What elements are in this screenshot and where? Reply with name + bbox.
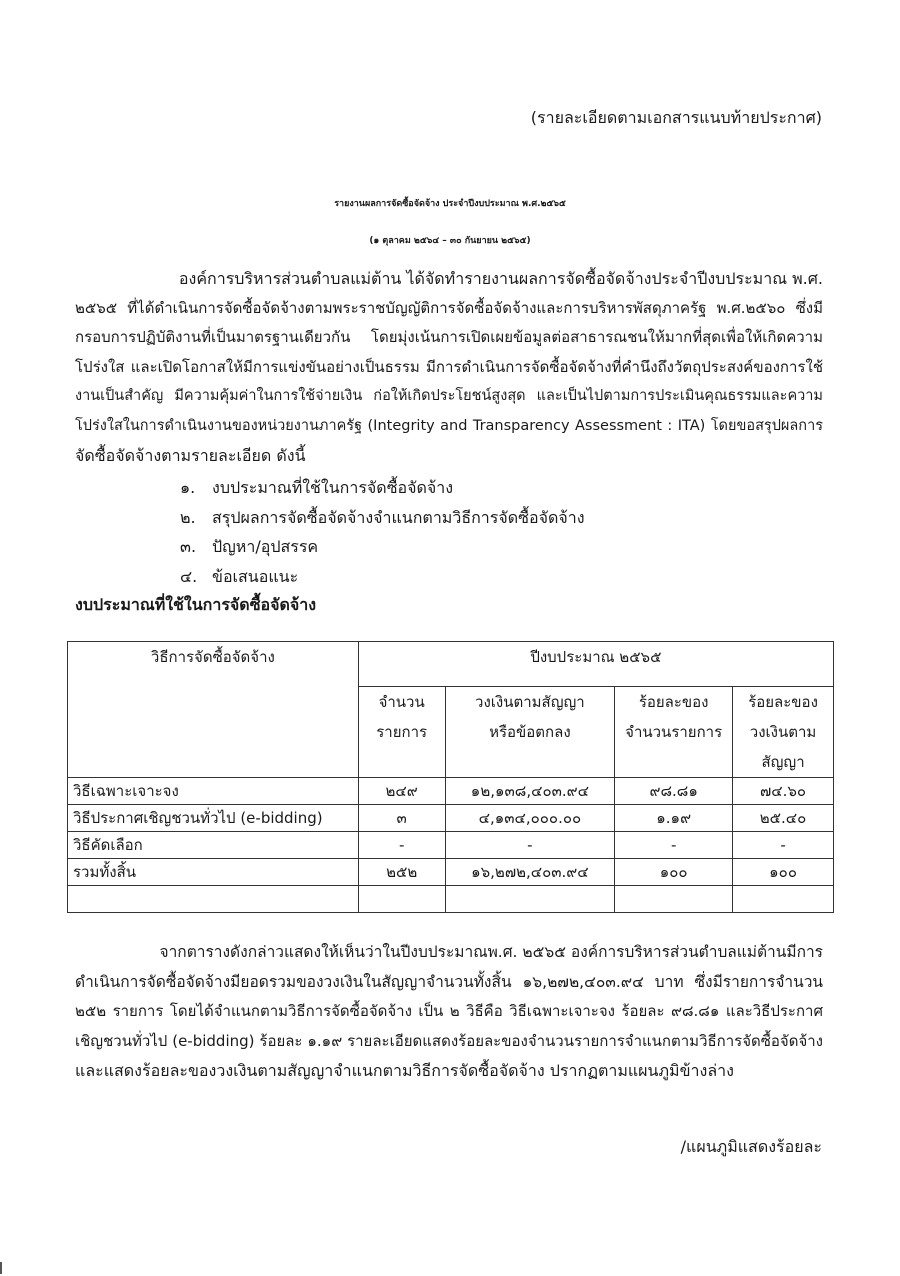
count-cell: ๓ bbox=[358, 805, 445, 832]
method-cell: รวมทั้งสิ้น bbox=[68, 859, 359, 886]
summary-paragraph bbox=[75, 938, 823, 1086]
intro-line: องค์การบริหารส่วนตำบลแม่ต้าน ได้จัดทำรายงานผลการจัดซื้อจัดจ้างประจำปีงบประมาณ พ.ศ. bbox=[97, 269, 823, 288]
amount-percent-header: ร้อยละของ วงเงินตาม สัญญา bbox=[733, 687, 834, 778]
table-row bbox=[68, 778, 834, 805]
summary-line: ๒๕๒ รายการ โดยได้จำแนกตามวิธีการจัดซื้อจัดจ้าง เป็น ๒ วิธีคือ วิธีเฉพาะเจาะจง ร้อยละ ๙๘.๘๑ และวิธีประกาศ bbox=[75, 1002, 823, 1020]
intro-line: โปร่งใสในการดำเนินงานของหน่วยงานภาครัฐ (Integrity and Transparency Assessment : ITA) โดยขอสรุปผลการ bbox=[75, 417, 823, 434]
list-item bbox=[180, 473, 585, 503]
amount-cell: ๑๒,๑๓๘,๔๐๓.๙๔ bbox=[445, 778, 615, 805]
amount-percent-cell: ๒๕.๔๐ bbox=[733, 805, 834, 832]
list-item-text: สรุปผลการจัดซื้อจัดจ้างจำแนกตามวิธีการจัดซื้อจัดจ้าง bbox=[212, 507, 585, 527]
method-cell: วิธีเฉพาะเจาะจง bbox=[68, 778, 359, 805]
list-item-text: งบประมาณที่ใช้ในการจัดซื้อจัดจ้าง bbox=[212, 478, 454, 497]
count-cell: ๒๕๒ bbox=[358, 859, 445, 886]
intro-line: งานเป็นสำคัญ มีความคุ้มค่าในการใช้จ่ายเงิน ก่อให้เกิดประโยชน์สูงสุด และเป็นไปตามการประเมินคุณธรรมและความ bbox=[75, 388, 823, 404]
list-item-text: ปัญหา/อุปสรรค bbox=[212, 537, 319, 556]
table-total-row bbox=[68, 859, 834, 886]
count-percent-cell: ๑๐๐ bbox=[615, 859, 733, 886]
topic-list bbox=[180, 473, 585, 591]
list-item-number: ๒. bbox=[180, 507, 196, 527]
count-percent-cell: - bbox=[615, 832, 733, 859]
list-item-number: ๑. bbox=[180, 478, 196, 497]
count-cell: - bbox=[358, 832, 445, 859]
item-percent-header: ร้อยละของ จำนวนรายการ bbox=[615, 687, 733, 778]
empty-cell bbox=[68, 886, 359, 913]
report-period: (๑ ตุลาคม ๒๕๖๔ – ๓๐ กันยายน ๒๕๖๕) bbox=[369, 236, 531, 246]
amount-percent-cell: - bbox=[733, 832, 834, 859]
method-cell: วิธีคัดเลือก bbox=[68, 832, 359, 859]
summary-line: และแสดงร้อยละของวงเงินตามสัญญาจำแนกตามวิธีการจัดซื้อจัดจ้าง ปรากฏตามแผนภูมิข้างล่าง bbox=[75, 1061, 734, 1080]
attachment-note: (รายละเอียดตามเอกสารแนบท้ายประกาศ) bbox=[530, 108, 822, 127]
intro-line: จัดซื้อจัดจ้างตามรายละเอียด ดังนี้ bbox=[75, 446, 306, 465]
empty-cell bbox=[733, 886, 834, 913]
list-item-text: ข้อเสนอแนะ bbox=[212, 566, 299, 586]
table-header-row bbox=[68, 642, 834, 687]
list-item-number: ๓. bbox=[180, 537, 197, 556]
method-cell: วิธีประกาศเชิญชวนทั่วไป (e-bidding) bbox=[68, 805, 359, 832]
intro-line: โปร่งใส และเปิดโอกาสให้มีการแข่งขันอย่างเป็นธรรม มีการดำเนินการจัดซื้อจัดจ้างที่คำนึงถึงวัตถุประสงค์ของการใช้ bbox=[75, 357, 823, 376]
intro-line: ๒๕๖๕ ที่ได้ดำเนินการจัดซื้อจัดจ้างตามพระราชบัญญัติการจัดซื้อจัดจ้างและการบริหารพัสดุภาครัฐ พ.ศ.๒๕๖๐ ซึ่งมี bbox=[75, 298, 823, 317]
list-item bbox=[180, 562, 585, 592]
summary-line: จากตารางดังกล่าวแสดงให้เห็นว่าในปีงบประมาณพ.ศ. ๒๕๖๕ องค์การบริหารส่วนตำบลแม่ต้านมีการ bbox=[80, 943, 823, 961]
empty-cell bbox=[615, 886, 733, 913]
report-title: รายงานผลการจัดซื้อจัดจ้าง ประจำปีงบประมาณ พ.ศ.๒๕๖๕ bbox=[334, 199, 566, 209]
table-empty-row bbox=[68, 886, 834, 913]
fiscal-year-header: ปีงบประมาณ ๒๕๖๕ bbox=[358, 642, 833, 687]
empty-cell bbox=[445, 886, 615, 913]
amount-cell: ๑๖,๒๗๒,๔๐๓.๙๔ bbox=[445, 859, 615, 886]
amount-cell: ๔,๑๓๔,๐๐๐.๐๐ bbox=[445, 805, 615, 832]
intro-line: กรอบการปฏิบัติงานที่เป็นมาตรฐานเดียวกัน โดยมุ่งเน้นการเปิดเผยข้อมูลต่อสาธารณชนให้มากที่สุดเพื่อให้เกิดความ bbox=[75, 328, 823, 346]
section-heading: งบประมาณที่ใช้ในการจัดซื้อจัดจ้าง bbox=[75, 595, 317, 614]
empty-cell bbox=[358, 886, 445, 913]
count-percent-cell: ๙๘.๘๑ bbox=[615, 778, 733, 805]
summary-line: เชิญชวนทั่วไป (e-bidding) ร้อยละ ๑.๑๙ รายละเอียดแสดงร้อยละของจำนวนรายการจำแนกตามวิธีการจัดซื้อจัดจ้าง bbox=[75, 1031, 823, 1050]
item-count-header: จำนวน รายการ bbox=[358, 687, 445, 778]
list-item bbox=[180, 532, 585, 562]
intro-paragraph bbox=[75, 264, 823, 471]
table-row bbox=[68, 832, 834, 859]
contract-amount-header: วงเงินตามสัญญา หรือข้อตกลง bbox=[445, 687, 615, 778]
list-item bbox=[180, 503, 585, 533]
budget-table bbox=[67, 641, 834, 913]
table-row bbox=[68, 805, 834, 832]
amount-percent-cell: ๑๐๐ bbox=[733, 859, 834, 886]
amount-percent-cell: ๗๔.๖๐ bbox=[733, 778, 834, 805]
list-item-number: ๔. bbox=[180, 566, 198, 586]
continuation-note: /แผนภูมิแสดงร้อยละ bbox=[680, 1137, 822, 1156]
amount-cell: - bbox=[445, 832, 615, 859]
count-percent-cell: ๑.๑๙ bbox=[615, 805, 733, 832]
method-column-header: วิธีการจัดซื้อจัดจ้าง bbox=[68, 642, 359, 778]
summary-line: ดำเนินการจัดซื้อจัดจ้างมียอดรวมของวงเงินในสัญญาจำนวนทั้งสิ้น ๑๖,๒๗๒,๔๐๓.๙๔ บาท ซึ่งมีรายการจำนวน bbox=[75, 972, 823, 991]
count-cell: ๒๔๙ bbox=[358, 778, 445, 805]
scan-edge-mark bbox=[0, 1262, 2, 1274]
